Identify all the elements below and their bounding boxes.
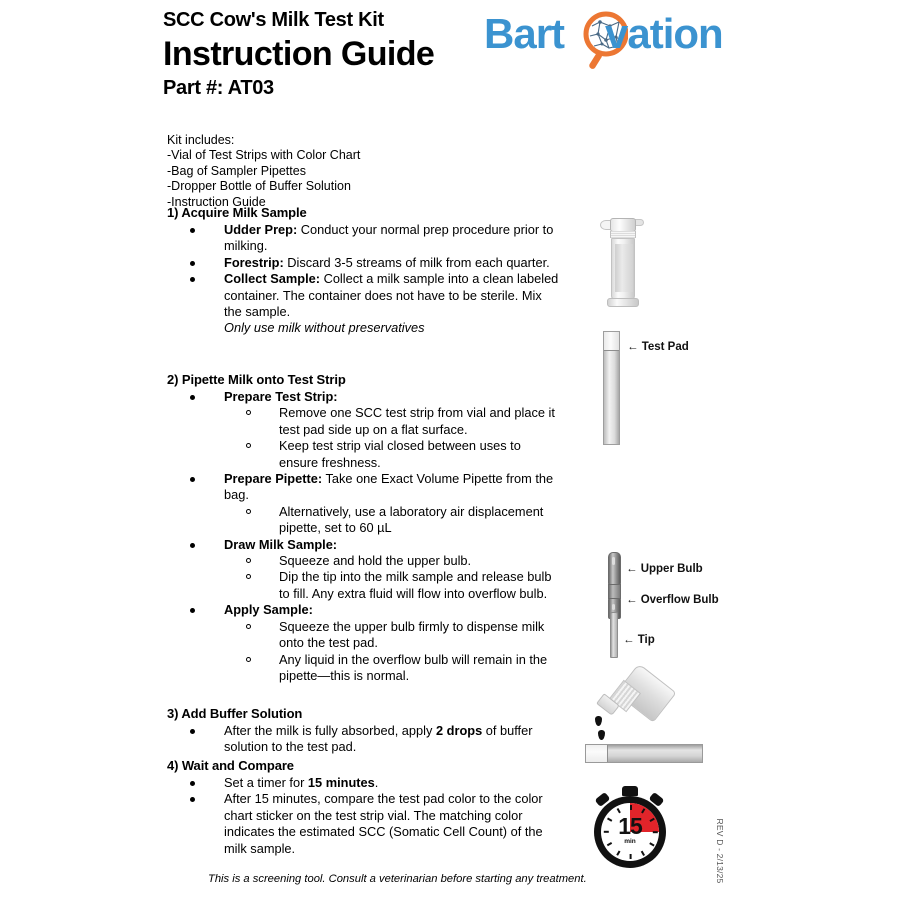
stopwatch-case — [594, 796, 666, 868]
sub-list-item — [224, 504, 559, 537]
list-item — [167, 602, 559, 684]
stopwatch-tick — [630, 805, 632, 810]
list-item — [167, 537, 559, 603]
bullet-icon — [190, 543, 195, 548]
bullet-text-pre: After 15 minutes, compare the test pad color to the color chart sticker on the test strip vial. The matching color indicates the estimated SCC (Somatic Cell Count) of the milk sample. — [224, 791, 543, 856]
list-item — [167, 271, 559, 337]
dropper-bottle-illustration — [588, 672, 708, 742]
step-2-heading: 2) Pipette Milk onto Test Strip — [167, 372, 346, 387]
bullet-text-strong: 2 drops — [435, 723, 483, 738]
bullet-icon — [190, 261, 195, 266]
test-strip-body-horizontal — [585, 744, 703, 763]
sub-bullet-icon — [246, 624, 251, 629]
bullet-lead: Prepare Pipette: — [224, 471, 323, 487]
bullet-lead: Udder Prep: — [224, 222, 298, 237]
bullet-text: Conduct your normal prep procedure prior to milking. — [224, 222, 554, 254]
vial-contents — [615, 244, 633, 292]
step-4-heading: 4) Wait and Compare — [167, 758, 294, 773]
kit-item: -Vial of Test Strips with Color Chart — [167, 148, 361, 163]
bullet-icon — [190, 277, 195, 282]
page-title: Instruction Guide — [163, 35, 435, 73]
step-2 — [167, 371, 559, 684]
list-item — [167, 723, 559, 756]
bullet-icon — [190, 729, 195, 734]
step-4 — [167, 757, 559, 857]
sub-list-item — [224, 652, 559, 685]
pipette-mid-section — [608, 584, 621, 599]
buffer-droplet-icon — [598, 730, 605, 740]
bullet-icon — [190, 477, 195, 482]
bullet-lead: Prepare Test Strip: — [224, 389, 338, 404]
sub-bullet-text: Dip the tip into the milk sample and release bulb to fill. Any extra fluid will flow into overflow bulb. — [279, 569, 552, 601]
step-1-heading: 1) Acquire Milk Sample — [167, 205, 307, 220]
vial-neck — [610, 231, 636, 238]
bullet-icon — [190, 395, 195, 400]
bullet-lead: Apply Sample: — [224, 602, 313, 618]
bullet-text: Take one Exact Volume Pipette from the bag. — [224, 471, 554, 503]
stopwatch-illustration — [586, 786, 678, 868]
sub-bullet-text: Squeeze the upper bulb firmly to dispense milk onto the test pad. — [279, 618, 545, 651]
stopwatch-tick — [630, 854, 632, 859]
title-block — [163, 8, 434, 100]
revision-stamp — [713, 808, 727, 894]
sub-bullet-text: Any liquid in the overflow bulb will remain in the pipette—this is normal. — [279, 651, 548, 683]
step-3-heading: 3) Add Buffer Solution — [167, 706, 303, 721]
bullet-icon — [190, 608, 195, 613]
bullet-text-strong: 15 minutes — [307, 775, 375, 790]
logo-text-right: vation — [605, 10, 723, 57]
test-pad-label: ← Test Pad — [627, 341, 689, 353]
bullet-text: Collect a milk sample into a clean labeled container. The container does not have to be sterile. Mix the sample. — [224, 271, 559, 320]
list-item — [167, 389, 559, 471]
bullet-icon — [190, 228, 195, 233]
sub-list-item — [224, 619, 559, 652]
kit-item: -Bag of Sampler Pipettes — [167, 163, 306, 178]
test-strip-illustration — [603, 331, 713, 449]
list-item — [167, 222, 559, 255]
stopwatch-face — [601, 803, 659, 861]
stopwatch-tick — [641, 851, 645, 856]
footnote-disclaimer: This is a screening tool. Consult a veterinarian before starting any treatment. — [208, 873, 587, 885]
sub-bullet-icon — [246, 657, 251, 662]
kit-item: -Dropper Bottle of Buffer Solution — [167, 179, 351, 194]
test-pad — [604, 332, 619, 351]
sub-list-item — [224, 405, 559, 438]
step-1 — [167, 204, 559, 337]
revision-text: REV D - 2/13/25 — [715, 818, 725, 884]
step-3 — [167, 705, 559, 756]
bullet-text-post: of buffer solution to the test pad. — [224, 723, 533, 755]
pipette-tip — [610, 612, 618, 658]
sub-bullet-text: Keep test strip vial closed between uses to ensure freshness. — [279, 438, 521, 470]
stopwatch-value: 15 — [618, 813, 642, 839]
bullet-icon — [190, 797, 195, 802]
bullet-lead: Draw Milk Sample: — [224, 536, 338, 552]
stopwatch-unit: min — [624, 838, 636, 845]
sub-bullet-text: Remove one SCC test strip from vial and place it test pad side up on a flat surface. — [279, 405, 555, 437]
bartovation-logo — [484, 10, 740, 72]
list-item — [167, 775, 559, 791]
part-number: Part #: AT03 — [163, 77, 274, 99]
sub-bullet-icon — [246, 558, 251, 563]
kit-includes-heading: Kit includes: — [167, 133, 235, 147]
list-item — [167, 255, 559, 271]
bullet-lead: Forestrip: — [224, 254, 284, 270]
bullet-text: Discard 3-5 streams of milk from each quarter. — [283, 254, 550, 270]
stopwatch-tick — [617, 851, 621, 856]
vial-base — [607, 298, 639, 307]
sub-list-item — [224, 553, 559, 569]
kit-name: SCC Cow's Milk Test Kit — [163, 9, 384, 31]
overflow-bulb-label: ← Overflow Bulb — [626, 594, 719, 606]
tip-label: ← Tip — [623, 634, 655, 646]
sub-bullet-text: Alternatively, use a laboratory air displacement pipette, set to 60 µL — [279, 503, 544, 536]
sub-bullet-icon — [246, 509, 251, 514]
test-pad-horizontal — [586, 745, 608, 762]
bullet-note: Only use milk without preservatives — [224, 320, 425, 336]
sub-bullet-icon — [246, 410, 251, 415]
upper-bulb-label: ← Upper Bulb — [626, 563, 703, 575]
bullet-text-post: . — [374, 775, 379, 790]
sub-list-item — [224, 569, 559, 602]
kit-item: -Instruction Guide — [167, 194, 266, 209]
kit-includes-block — [167, 133, 547, 210]
pipette-illustration — [600, 550, 720, 660]
list-item — [167, 791, 559, 857]
bullet-text-pre: Set a timer for — [224, 775, 308, 790]
document-header — [0, 0, 900, 115]
test-strip-body — [603, 331, 620, 445]
logo-text-left: Bart — [484, 10, 565, 57]
sub-bullet-icon — [246, 443, 251, 448]
bullet-icon — [190, 781, 195, 786]
bullet-text-pre: After the milk is fully absorbed, apply — [224, 723, 436, 738]
sub-bullet-text: Squeeze and hold the upper bulb. — [279, 553, 472, 569]
pipette-upper-bulb — [608, 552, 621, 585]
list-item — [167, 471, 559, 537]
sub-bullet-icon — [246, 574, 251, 579]
buffer-droplet-icon — [595, 716, 602, 726]
stopwatch-crown-button — [622, 786, 638, 796]
vial-cap — [610, 218, 636, 232]
horizontal-test-strip-illustration — [585, 744, 707, 768]
test-strip-vial-illustration — [600, 214, 660, 314]
sub-list-item — [224, 438, 559, 471]
bullet-lead: Collect Sample: — [224, 271, 321, 287]
vial-body — [611, 238, 635, 300]
